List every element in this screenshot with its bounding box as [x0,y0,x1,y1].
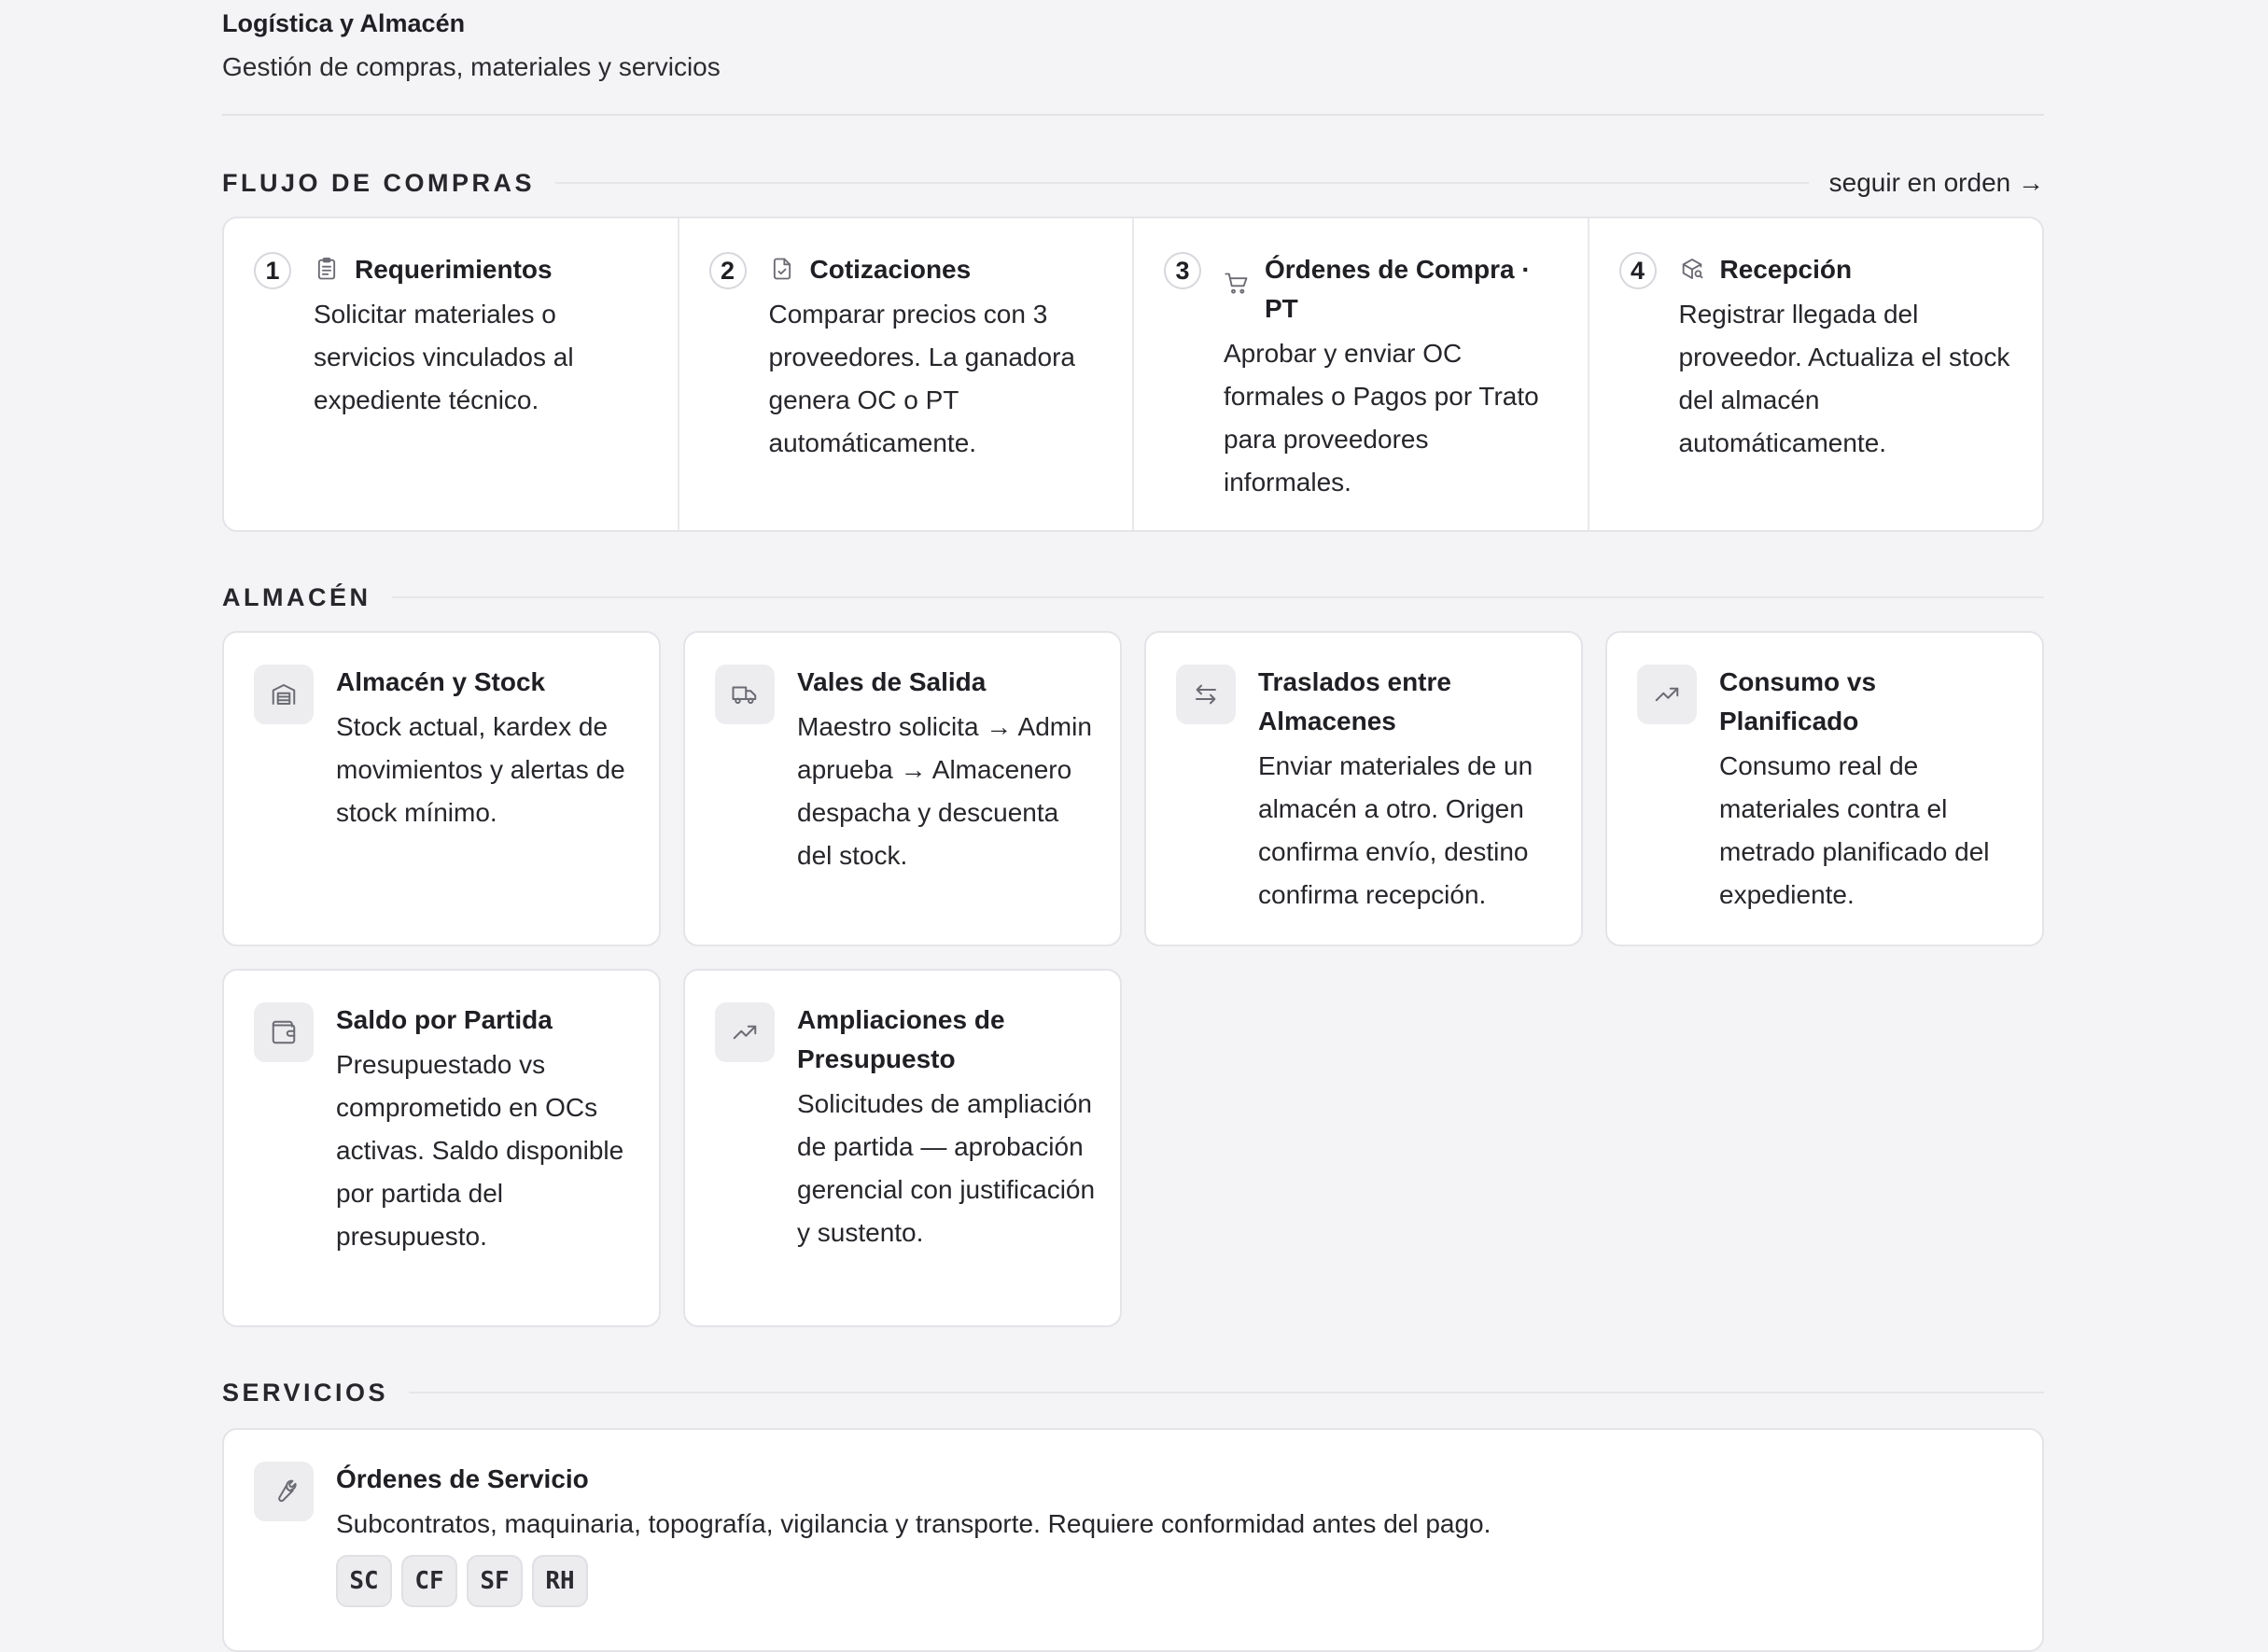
card-ampliaciones[interactable] [683,969,1122,1327]
page-title: Logística y Almacén [222,9,466,37]
clipboard-icon [314,256,340,282]
trending-up-icon [1637,665,1697,724]
warehouse-icon [254,665,314,724]
almacen-section-header [222,579,2044,616]
servicios-section-title: SERVICIOS [222,1378,389,1407]
step-number: 4 [1619,252,1657,289]
service-type-tags [336,1555,588,1607]
step-description: Comparar precios con 3 proveedores. La ganadora genera OC o PT automáticamente. [768,300,1075,457]
file-check-icon [769,256,795,282]
header-divider [222,114,2044,116]
servicios-section-header [222,1374,2044,1411]
step-description: Aprobar y enviar OC formales o Pagos por Trato para proveedores informales. [1224,339,1539,497]
card-description: Presupuestado vs comprometido en OCs activas. Saldo disponible por partida del presupuesto. [336,1050,624,1251]
flow-step-ordenes-compra[interactable] [1134,218,1589,530]
section-divider [392,596,2045,598]
tag-sf: SF [467,1555,523,1607]
step-title: Órdenes de Compra · PT [1265,255,1531,323]
card-description: Consumo real de materiales contra el metrado planificado del expediente. [1719,751,1990,909]
follow-order-link[interactable]: seguir en orden → [1828,168,2044,197]
page-subtitle: Gestión de compras, materiales y servicios [222,52,721,81]
arrows-exchange-icon [1176,665,1236,724]
card-title: Vales de Salida [797,667,987,696]
flow-section-header [222,164,2044,202]
card-saldo-partida[interactable] [222,969,661,1327]
package-search-icon [1679,256,1705,282]
step-number: 3 [1164,252,1201,289]
step-description: Solicitar materiales o servicios vinculados al expediente técnico. [314,300,574,414]
tag-cf: CF [401,1555,457,1607]
wrench-icon [254,1462,314,1521]
shopping-cart-icon [1224,271,1250,297]
card-title: Traslados entre Almacenes [1258,667,1451,735]
step-title: Cotizaciones [809,255,972,284]
card-title: Almacén y Stock [336,667,546,696]
card-consumo-planificado[interactable] [1605,631,2044,946]
card-title: Órdenes de Servicio [336,1464,589,1493]
section-divider [555,182,1809,184]
card-title: Consumo vs Planificado [1719,667,1877,735]
tag-rh: RH [532,1555,588,1607]
trending-up-icon [715,1002,775,1062]
purchase-flow-panel [222,217,2044,532]
step-description: Registrar llegada del proveedor. Actualiza el stock del almacén automáticamente. [1678,300,2010,457]
section-divider [409,1392,2044,1393]
flow-section-title: FLUJO DE COMPRAS [222,168,536,197]
card-description: Stock actual, kardex de movimientos y alertas de stock mínimo. [336,712,625,827]
card-description: Enviar materiales de un almacén a otro. Origen confirma envío, destino confirma recepción. [1258,751,1533,909]
step-number: 2 [709,252,747,289]
card-description: Solicitudes de ampliación de partida — aprobación gerencial con justificación y sustento. [797,1089,1096,1247]
card-title: Ampliaciones de Presupuesto [797,1005,1005,1073]
step-title: Requerimientos [355,255,553,284]
card-description: Subcontratos, maquinaria, topografía, vigilancia y transporte. Requiere conformidad antes del pago. [336,1509,1491,1538]
card-description: Maestro solicita → Admin aprueba → Almacenero despacha y descuenta del stock. [797,712,1092,870]
card-ordenes-servicio[interactable] [222,1428,2044,1652]
flow-step-cotizaciones[interactable] [679,218,1135,530]
tag-sc: SC [336,1555,392,1607]
step-number: 1 [254,252,291,289]
logistics-page [222,0,2044,1605]
flow-step-recepcion[interactable] [1589,218,2043,530]
card-almacen-stock[interactable] [222,631,661,946]
wallet-icon [254,1002,314,1062]
card-traslados[interactable] [1144,631,1583,946]
truck-icon [715,665,775,724]
almacen-section-title: ALMACÉN [222,582,371,611]
card-vales-salida[interactable] [683,631,1122,946]
card-title: Saldo por Partida [336,1005,553,1034]
flow-step-requerimientos[interactable] [224,218,679,530]
step-title: Recepción [1719,255,1853,284]
